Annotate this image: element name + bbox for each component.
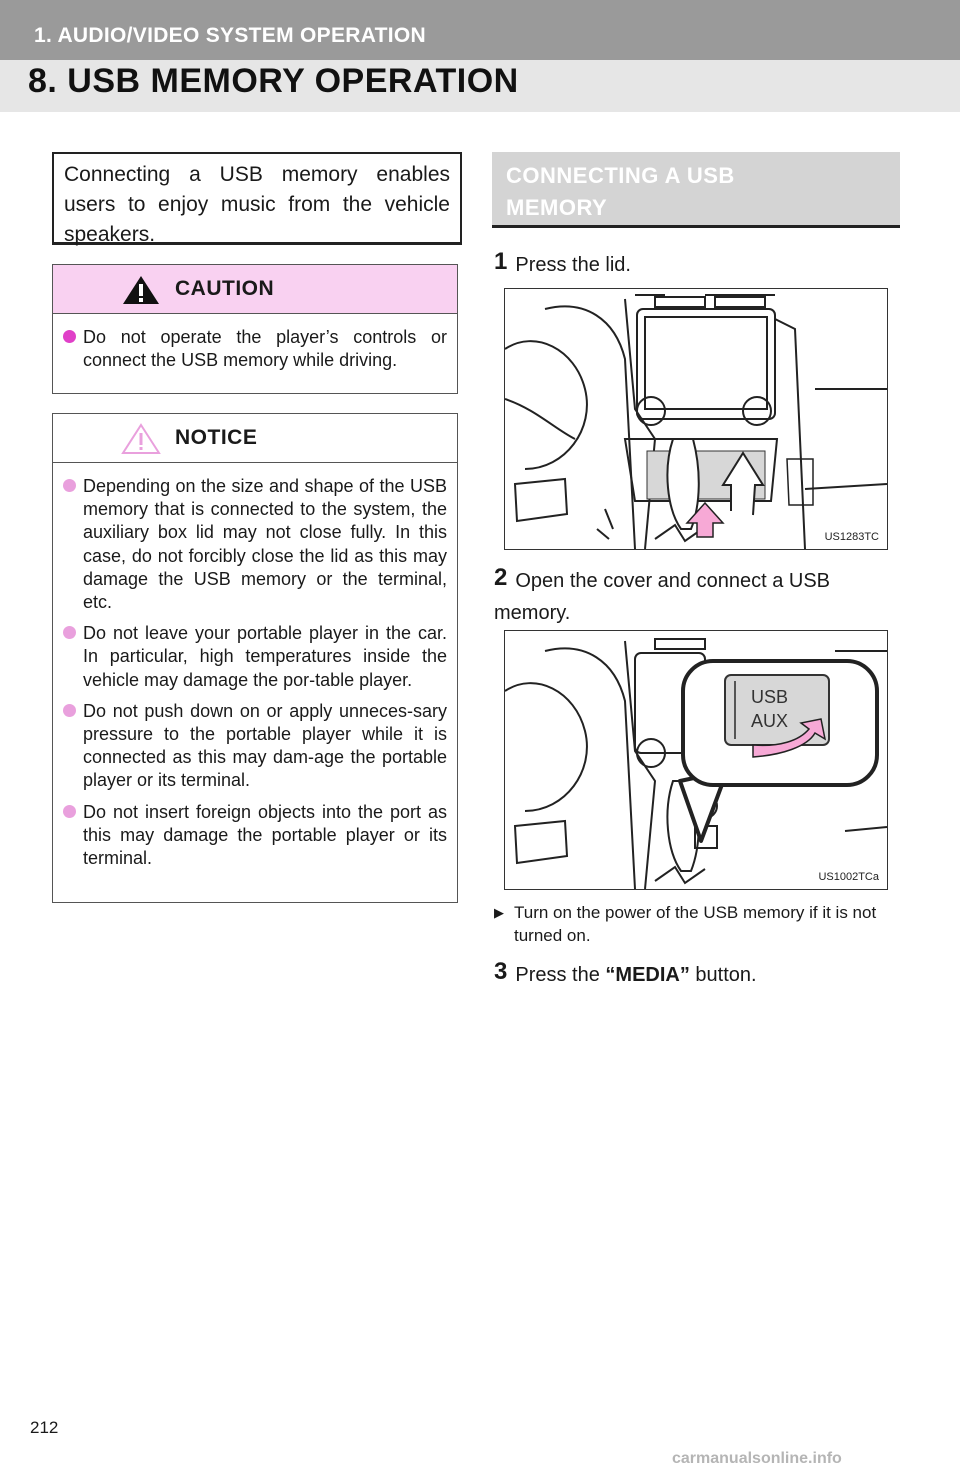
- list-item: Depending on the size and shape of the USB memory that is connected to the system, the auxiliary box lid may not close fully. In this case, do not forcibly close the lid as this may damage the USB memory or the terminal, etc.: [63, 475, 447, 614]
- figure-usb-port: [504, 630, 888, 890]
- figure-code: US1283TC: [824, 531, 879, 543]
- notice-title: NOTICE: [175, 426, 258, 449]
- tip-text: Turn on the power of the USB memory if it is not turned on.: [514, 903, 877, 945]
- figure-code: US1002TCa: [818, 871, 879, 883]
- step-number: 3: [494, 958, 508, 985]
- intro-box: Connecting a USB memory enables users to enjoy music from the vehicle speakers.: [52, 152, 462, 245]
- list-item: Do not operate the player’s controls or connect the USB memory while driving.: [63, 326, 447, 372]
- port-label-usb: USB: [751, 687, 789, 707]
- warning-outline-icon: [121, 423, 161, 455]
- warning-icon: [121, 274, 161, 306]
- caution-box: [52, 264, 458, 394]
- notice-header: [53, 414, 457, 463]
- page-title: 8. USB MEMORY OPERATION: [28, 62, 519, 100]
- notice-box: [52, 413, 458, 903]
- bullet-icon: [63, 626, 76, 639]
- step-2: [494, 562, 890, 629]
- caution-title: CAUTION: [175, 277, 275, 300]
- step-number: 1: [494, 248, 508, 275]
- figure-press-lid: [504, 288, 888, 550]
- caution-header: [53, 265, 457, 314]
- bullet-icon: [63, 330, 76, 343]
- list-item: Do not push down on or apply unneces-sary pressure to the portable player while it is connected as this may dam-age the portable player or its terminal.: [63, 700, 447, 793]
- notice-list: [53, 463, 457, 870]
- step-1: [494, 246, 890, 281]
- page-number: 212: [30, 1418, 59, 1437]
- step-text: Press the lid.: [515, 254, 631, 276]
- media-button-label: “MEDIA”: [605, 964, 690, 986]
- section-heading: CONNECTING A USB MEMORY: [492, 152, 900, 228]
- caution-list: [53, 314, 457, 372]
- step-text: Open the cover and connect a USB memory.: [494, 570, 830, 624]
- bullet-icon: [63, 704, 76, 717]
- triangle-bullet-icon: ▶: [494, 905, 504, 920]
- step-number: 2: [494, 564, 508, 591]
- usb-port-illustration: [505, 631, 887, 889]
- section-label: 1. AUDIO/VIDEO SYSTEM OPERATION: [34, 24, 427, 47]
- tip-item: [494, 901, 894, 947]
- bullet-icon: [63, 805, 76, 818]
- list-item: Do not leave your portable player in the car. In particular, high temperatures inside the vehicle may damage the por-table player.: [63, 622, 447, 692]
- watermark: carmanualsonline.info: [672, 1450, 842, 1467]
- list-item: Do not insert foreign objects into the port as this may damage the portable player or its terminal.: [63, 801, 447, 871]
- bullet-icon: [63, 479, 76, 492]
- dashboard-illustration: [505, 289, 887, 549]
- port-label-aux: AUX: [751, 711, 789, 731]
- step-3: 3 Press the “MEDIA” button.: [494, 958, 757, 986]
